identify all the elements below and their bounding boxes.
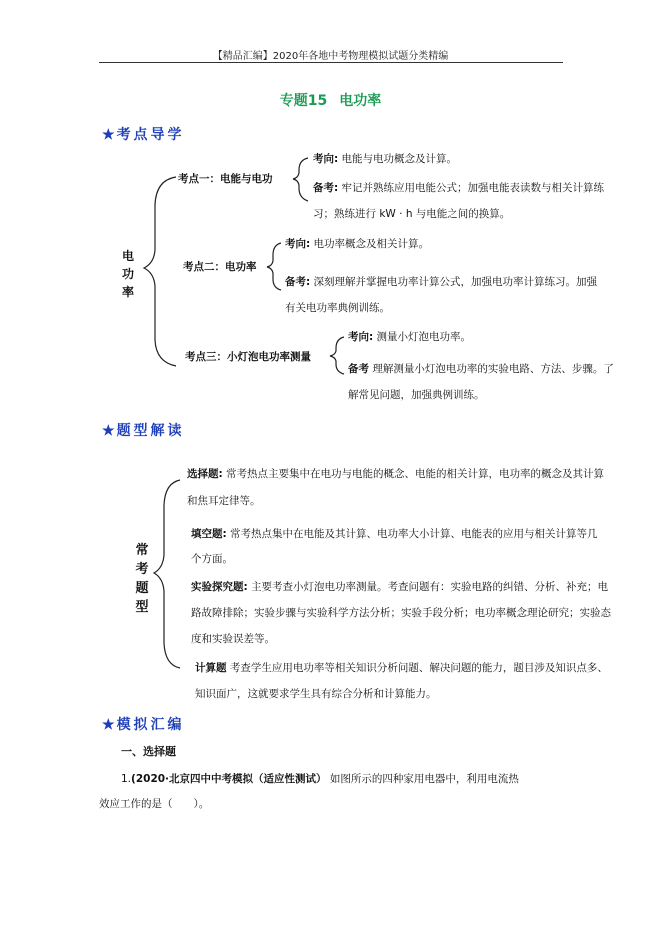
main-brace-1	[144, 177, 176, 366]
branch-label-3	[185, 350, 311, 364]
qtype-calc-line2: 知识面广，这就要求学生具有综合分析和计算能力。	[195, 688, 437, 700]
title-name: 电功率	[339, 93, 382, 109]
qtype-fill-line2: 个方面。	[191, 553, 233, 565]
qtype-line1: 常考热点主要集中在电功与电能的概念、电能的相关计算，电功率的概念及其计算	[226, 468, 605, 480]
branch-2-kaoxiang	[285, 237, 429, 251]
qtype-line1: 考查学生应用电功率等相关知识分析问题、解决问题的能力，题目涉及知识点多、	[229, 662, 608, 674]
mindmap-root: 电功率	[121, 249, 134, 299]
title-number: 专题15	[279, 93, 328, 109]
beikao-label: 备考:	[285, 276, 311, 288]
qtype-experiment-line2: 路故障排除；实验步骤与实验科学方法分析；实验手段分析；电功率概念理论研究；实验态	[191, 607, 611, 619]
branch-1-beikao	[313, 181, 604, 195]
star-icon: ★	[102, 717, 115, 733]
sub-brace-2	[267, 243, 281, 290]
qtype-choice-line2: 和焦耳定律等。	[187, 495, 261, 507]
main-brace-2	[154, 480, 180, 668]
qtype-label: 填空题:	[191, 528, 227, 540]
star-icon: ★	[102, 127, 115, 143]
branch-label-text: 考点三：小灯泡电功率测量	[185, 351, 311, 363]
header-divider	[99, 62, 563, 63]
question-text-line1: 如图所示的四种家用电器中，利用电流热	[329, 773, 519, 785]
branch-label-text: 考点二：电功率	[183, 261, 257, 273]
question-1-line2: 效应工作的是（ ）。	[99, 798, 210, 810]
question-1	[121, 772, 519, 786]
beikao-line1: 深刻理解并掌握电功率计算公式，加强电功率计算练习。加强	[313, 276, 598, 288]
part-heading: 一、选择题	[121, 745, 176, 758]
branch-label-text: 考点一：电能与电功	[178, 173, 273, 185]
section-heading-moni	[102, 714, 185, 734]
qtype-line1: 主要考查小灯泡电功率测量。考查问题有：实验电路的纠错、分析、补充；电	[251, 581, 609, 593]
kaoxiang-label: 考向:	[313, 153, 339, 165]
beikao-label: 备考:	[313, 182, 339, 194]
section-label: 题型解读	[116, 423, 185, 439]
branch-3-kaoxiang	[348, 330, 471, 344]
page-title	[0, 90, 661, 110]
branch-3-beikao-line2: 解常见问题，加强典例训练。	[348, 389, 485, 401]
qtype-label: 计算题	[195, 662, 227, 674]
section-heading-kaodian	[102, 124, 185, 144]
beikao-line1: 理解测量小灯泡电功率的实验电路、方法、步骤。了	[372, 363, 614, 375]
question-source: (2020·北京四中中考模拟（适应性测试）	[131, 773, 327, 785]
kaoxiang-text: 电功率概念及相关计算。	[313, 238, 430, 250]
kaoxiang-text: 电能与电功概念及计算。	[341, 153, 458, 165]
branch-1-kaoxiang	[313, 152, 457, 166]
sub-brace-3	[330, 337, 344, 374]
qtype-experiment	[191, 580, 608, 594]
kaoxiang-label: 考向:	[348, 331, 374, 343]
beikao-line1: 牢记并熟练应用电能公式；加强电能表读数与相关计算练	[341, 182, 605, 194]
branch-label-1	[178, 172, 273, 186]
qtype-label: 实验探究题:	[191, 581, 248, 593]
question-types-root: 常考题型	[135, 543, 149, 615]
qtype-line1: 常考热点集中在电能及其计算、电功率大小计算、电能表的应用与相关计算等几	[230, 528, 598, 540]
branch-2-beikao	[285, 275, 597, 289]
kaoxiang-label: 考向:	[285, 238, 311, 250]
section-heading-tixing	[102, 420, 185, 440]
qtype-label: 选择题:	[187, 468, 223, 480]
branch-2-beikao-line2: 有关电功率典例训练。	[285, 302, 390, 314]
section-label: 模拟汇编	[116, 717, 185, 733]
qtype-calc	[195, 661, 608, 675]
branch-3-beikao	[348, 362, 614, 376]
sub-brace-1	[293, 158, 308, 201]
question-number: 1.	[121, 773, 132, 785]
beikao-label: 备考	[348, 363, 369, 375]
qtype-fill	[191, 527, 598, 541]
branch-1-beikao-line2: 习；熟练进行 kW · h 与电能之间的换算。	[313, 208, 511, 220]
kaoxiang-text: 测量小灯泡电功率。	[376, 331, 472, 343]
page-header: 【精品汇编】2020年各地中考物理模拟试题分类精编	[212, 51, 449, 62]
branch-label-2	[183, 260, 257, 274]
qtype-choice	[187, 467, 604, 481]
section-label: 考点导学	[116, 127, 185, 143]
star-icon: ★	[102, 423, 115, 439]
qtype-experiment-line3: 度和实验误差等。	[191, 633, 275, 645]
